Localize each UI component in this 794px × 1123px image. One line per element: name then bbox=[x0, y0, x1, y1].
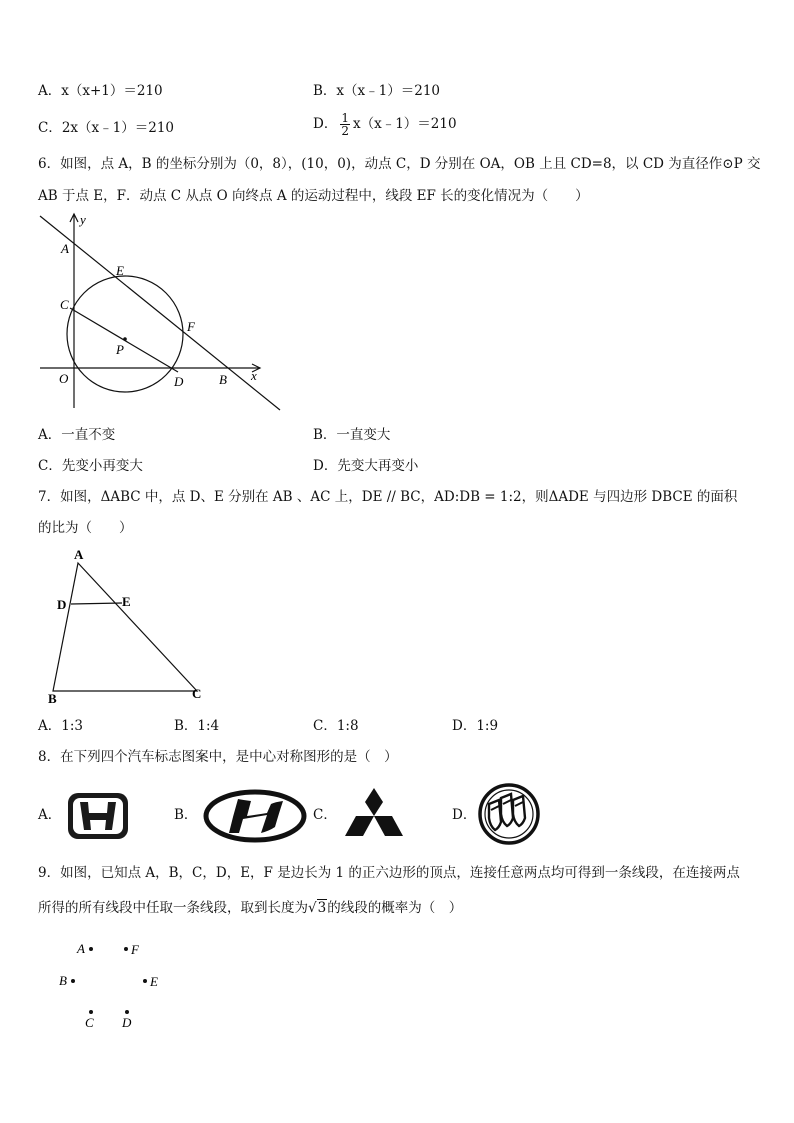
label-o: O bbox=[59, 371, 69, 386]
q5-option-d bbox=[313, 112, 457, 137]
label-e: E bbox=[116, 263, 124, 278]
point-b bbox=[71, 979, 75, 983]
point-d bbox=[125, 1010, 129, 1014]
sqrt-radicand: 3 bbox=[317, 900, 327, 916]
buick-logo-icon bbox=[477, 782, 541, 846]
q6-option-d: D．先变大再变小 bbox=[313, 458, 419, 474]
label-b: B bbox=[48, 691, 57, 706]
point-f bbox=[124, 947, 128, 951]
label-y: y bbox=[80, 212, 86, 227]
label-b: B bbox=[219, 372, 227, 387]
q5-option-d-suffix: x（x﹣1）＝210 bbox=[352, 116, 457, 132]
q8-option-d: D． bbox=[452, 807, 477, 823]
q6-stem-line2: AB 于点 E，F．动点 C 从点 O 向终点 A 的运动过程中，线段 EF 长的变化情况为（ ） bbox=[38, 188, 589, 204]
q7-option-b: B．1:4 bbox=[174, 718, 220, 734]
q9-stem-line2-prefix: 所得的所有线段中任取一条线段，取到长度为 bbox=[38, 900, 308, 916]
fraction-denominator: 2 bbox=[341, 124, 349, 138]
q5-option-b: B．x（x﹣1）＝210 bbox=[313, 83, 441, 99]
q6-figure bbox=[30, 208, 290, 418]
q7-figure bbox=[40, 545, 220, 710]
point-e bbox=[143, 979, 147, 983]
fraction bbox=[340, 112, 350, 137]
honda-logo-icon bbox=[66, 791, 130, 841]
label-c: C bbox=[192, 686, 202, 701]
q7-option-d: D．1:9 bbox=[452, 718, 499, 734]
label-c: C bbox=[60, 297, 69, 312]
circle-p bbox=[67, 276, 183, 392]
center-point-p bbox=[123, 337, 127, 341]
label-e: E bbox=[122, 594, 131, 609]
q5-option-c: C．2x（x﹣1）＝210 bbox=[38, 120, 175, 136]
label-p: P bbox=[116, 342, 124, 357]
segment-de bbox=[71, 603, 122, 604]
label-a: A bbox=[74, 547, 84, 562]
q7-option-a: A．1:3 bbox=[38, 718, 83, 734]
label-a: A bbox=[61, 241, 69, 256]
label-b: B bbox=[59, 973, 67, 988]
q9-stem-line2-suffix: 的线段的概率为（ ） bbox=[327, 900, 463, 916]
q9-stem-line2 bbox=[38, 899, 462, 917]
label-a: A bbox=[77, 941, 85, 956]
q6-stem-line1: 6．如图，点 A，B 的坐标分别为（0，8），(10，0)，动点 C，D 分别在 OA，OB 上且 CD=8，以 CD 为直径作⊙P 交 bbox=[38, 156, 761, 172]
q7-stem-line1: 7．如图，ΔABC 中，点 D、E 分别在 AB 、AC 上，DE // BC，AD:DB = 1:2，则ΔADE 与四边形 DBCE 的面积 bbox=[38, 489, 738, 505]
q7-option-c: C．1:8 bbox=[313, 718, 359, 734]
label-d: D bbox=[122, 1015, 132, 1030]
label-d: D bbox=[174, 374, 184, 389]
label-x: x bbox=[251, 368, 257, 383]
point-c bbox=[89, 1010, 93, 1014]
q8-option-a: A． bbox=[38, 807, 62, 823]
q8-option-b: B． bbox=[174, 807, 198, 823]
q8-option-c: C． bbox=[313, 807, 337, 823]
q9-hexagon-points-figure bbox=[50, 935, 180, 1035]
hyundai-logo-icon bbox=[203, 789, 307, 843]
fraction-numerator: 1 bbox=[341, 111, 349, 125]
label-c: C bbox=[85, 1015, 94, 1030]
q5-option-d-prefix: D． bbox=[313, 116, 338, 132]
q8-stem: 8．在下列四个汽车标志图案中，是中心对称图形的是（ ） bbox=[38, 749, 398, 765]
mitsubishi-logo-icon bbox=[343, 787, 405, 842]
q7-stem-line2: 的比为（ ） bbox=[38, 520, 133, 536]
label-f: F bbox=[187, 319, 195, 334]
q6-option-a: A．一直不变 bbox=[38, 427, 116, 443]
sqrt-expression: √3 bbox=[308, 900, 327, 916]
q5-option-a: A．x（x+1）＝210 bbox=[38, 83, 163, 99]
q9-stem-line1: 9．如图，已知点 A，B，C，D，E，F 是边长为 1 的正六边形的顶点，连接任意两点均可得到一条线段，在连接两点 bbox=[38, 865, 740, 881]
label-f: F bbox=[131, 942, 139, 957]
label-e: E bbox=[150, 974, 158, 989]
point-a bbox=[89, 947, 93, 951]
q6-option-c: C．先变小再变大 bbox=[38, 458, 143, 474]
triangle-abc bbox=[53, 563, 197, 691]
label-d: D bbox=[57, 597, 67, 612]
q6-option-b: B．一直变大 bbox=[313, 427, 391, 443]
